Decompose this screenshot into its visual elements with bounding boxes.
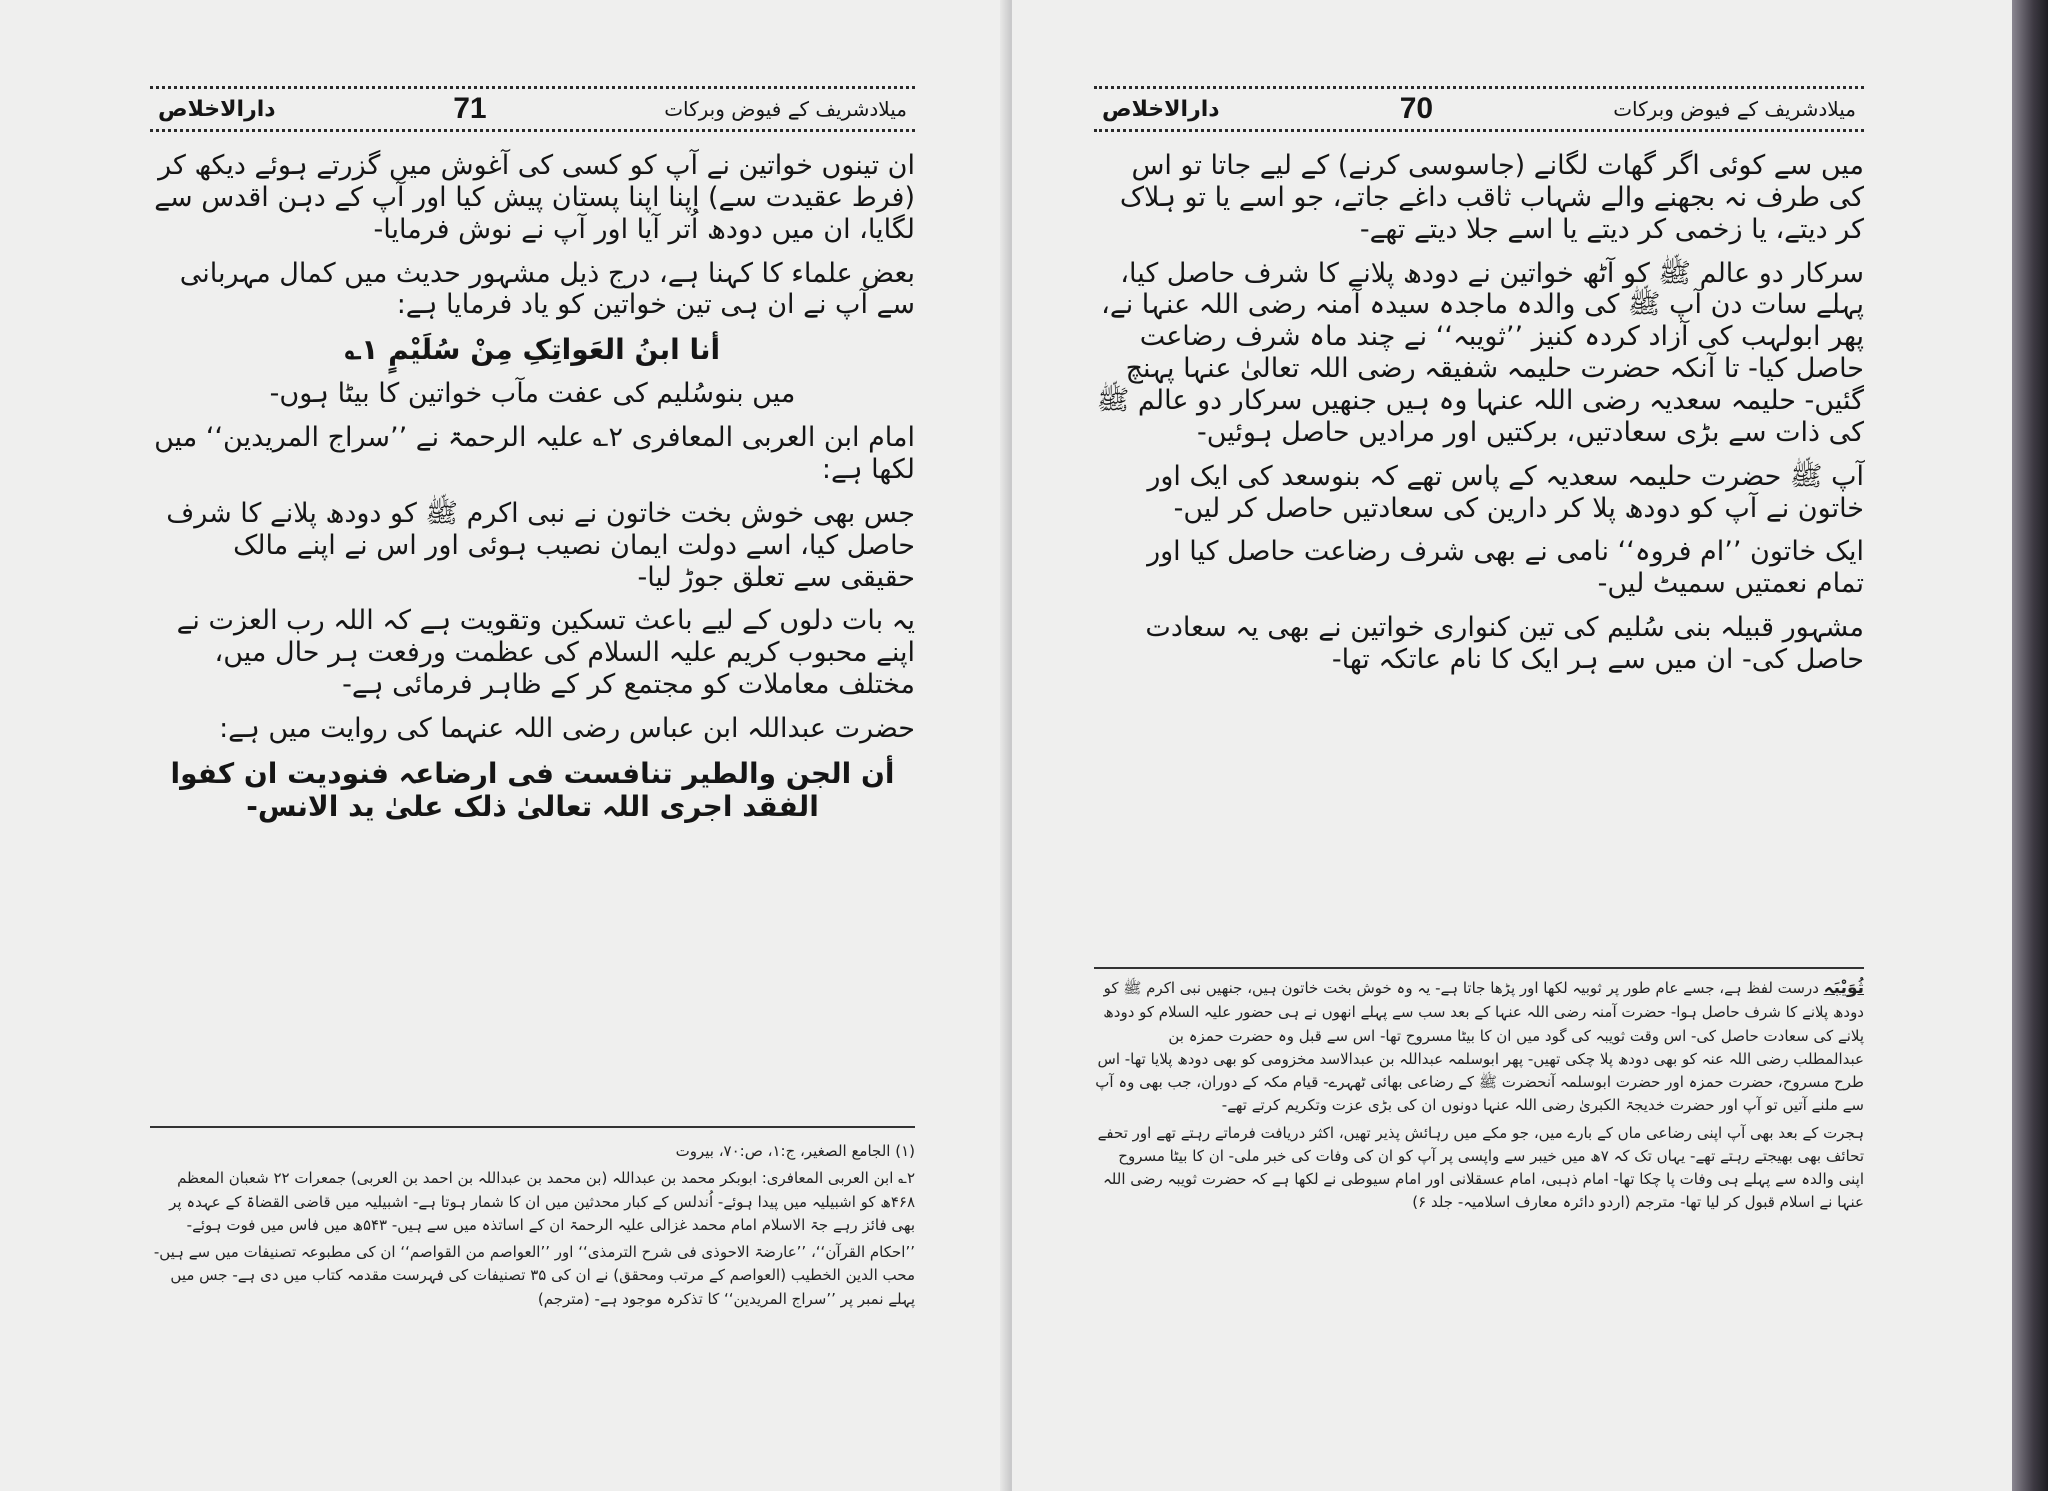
page-header [1094, 86, 1864, 132]
header-title: میلادشریف کے فیوض وبرکات [1613, 97, 1856, 121]
footnote-term: ثُوَیْبَہ [1823, 978, 1864, 998]
footnotes [150, 1140, 915, 1315]
footnote: (۱) الجامع الصغیر، ج:۱، ص:۷۰، بیروت [675, 1142, 915, 1160]
paragraph: ان تینوں خواتین نے آپ کو کسی کی آغوش میں گزرتے ہوئے دیکھ کر (فرط عقیدت سے) اپنا اپنا پستان پیش کیا اور آپ کے دہن اقدس سے لگایا، ان میں دودھ اُتر آیا اور آپ نے نوش فرمایا- [154, 150, 915, 245]
footnote: ہجرت کے بعد بھی آپ اپنی رضاعی ماں کے بارے میں، جو مکے میں رہائش پذیر تھیں، اکثر دریافت فرماتے رہتے تھے اور تحفے تحائف بھی بھیجتے رہتے تھے- یہاں تک کہ ۷ھ میں خیبر سے واپسی پر آپ کو ان کی وفات کی خبر ملی- ان کا بیٹا مسروح اپنی والدہ سے پہلے ہی وفات پا چکا تھا- امام ذہبی، امام عسقلانی اور امام سیوطی نے لکھا ہے کہ حضرت ثویبہ رضی اللہ عنہا نے اسلام قبول کر لیا تھا- مترجم (اردو دائرہ معارف اسلامیہ- جلد ۶) [1097, 1123, 1864, 1212]
paragraph: آپ ﷺ حضرت حلیمہ سعدیہ کے پاس تھے کہ بنوسعد کی ایک اور خاتون نے آپ کو دودھ پلا کر دارین کی سعادتیں حاصل کر لیں- [1147, 460, 1864, 524]
right-page [1012, 0, 2012, 1491]
page-body [1094, 150, 1864, 688]
paragraph: امام ابن العربی المعافری ۲؎ علیہ الرحمۃ نے ’’سراج المریدین‘‘ میں لکھا ہے: [154, 422, 915, 486]
header-title: میلادشریف کے فیوض وبرکات [664, 97, 907, 121]
header-publisher: دارالاخلاص [158, 96, 276, 122]
footnote-divider [150, 1126, 915, 1128]
hadith-arabic: أنا ابنُ العَواتِکِ مِنْ سُلَیْمٍ ۱؎ [344, 333, 721, 367]
header-publisher: دارالاخلاص [1102, 96, 1220, 122]
paragraph: بعض علماء کا کہنا ہے، درج ذیل مشہور حدیث میں کمال مہربانی سے آپ نے ان ہی تین خواتین کو یاد فرمایا ہے: [179, 257, 915, 321]
paragraph: حضرت عبداللہ ابن عباس رضی اللہ عنہما کی روایت میں ہے: [219, 713, 915, 745]
footnote: ’’احکام القرآن‘‘، ’’عارضۃ الاحوذی فی شرح الترمذی‘‘ اور ’’العواصم من القواصم‘‘ ان کی مطبوعہ تصنیفات میں سے ہیں- محب الدین الخطیب (العواصم کے مرتب ومحقق) نے ان کی ۳۵ تصنیفات کی فہرست مقدمہ کتاب میں دی ہے- جس میں پہلے نمبر پر ’’سراج المریدین‘‘ کا تذکرہ موجود ہے- (مترجم) [153, 1243, 915, 1308]
footnotes [1094, 975, 1864, 1219]
hadith-translation: میں بنوسُلیم کی عفت مآب خواتین کا بیٹا ہوں- [269, 378, 796, 410]
paragraph: جس بھی خوش بخت خاتون نے نبی اکرم ﷺ کو دودھ پلانے کا شرف حاصل کیا، اسے دولت ایمان نصیب ہوئی اور اس نے اپنے مالک حقیقی سے تعلق جوڑ لیا- [166, 497, 915, 593]
footnote: ۲؎ ابن العربی المعافری: ابوبکر محمد بن عبداللہ (بن محمد بن عبداللہ بن احمد بن العربی) جمعرات ۲۲ شعبان المعظم ۴۶۸ھ کو اشبیلیہ میں پیدا ہوئے- اُندلس کے کبار محدثین میں ان کا شمار ہوتا ہے- اشبیلیہ میں قاضی القضاۃ کے عہدہ پر بھی فائز رہے جۃ الاسلام امام محمد غزالی علیہ الرحمۃ ان کے اساتذہ میں سے ہیں- ۵۴۳ھ میں فاس میں فوت ہوئے- [169, 1169, 915, 1234]
paragraph: یہ بات دلوں کے لیے باعث تسکین وتقویت ہے کہ اللہ رب العزت نے اپنے محبوب کریم علیہ السلام کی عظمت ورفعت ہر حال میں، مختلف معاملات کو مجتمع کر کے ظاہر فرمائی ہے- [176, 605, 915, 701]
footnote [1094, 975, 1864, 1118]
page-number: 71 [453, 92, 487, 125]
page-number: 70 [1399, 92, 1434, 125]
page-body [150, 150, 915, 835]
paragraph: ایک خاتون ’’ام فروہ‘‘ نامی نے بھی شرف رضاعت حاصل کیا اور تمام نعمتیں سمیٹ لیں- [1147, 536, 1864, 600]
paragraph: مشہور قبیلہ بنی سُلیم کی تین کنواری خواتین نے بھی یہ سعادت حاصل کی- ان میں سے ہر ایک کا نام عاتکہ تھا- [1145, 612, 1864, 676]
left-page [0, 0, 1010, 1491]
arabic-quote: أن الجن والطیر تنافست فی ارضاعہ فنودیت ان کفوا الفقد اجری اللہ تعالیٰ ذلک علیٰ ید الانس- [170, 756, 895, 823]
paragraph: میں سے کوئی اگر گھات لگانے (جاسوسی کرنے) کے لیے جاتا تو اس کی طرف نہ بجھنے والے شہاب ثاقب داغے جاتے، جو اسے یا تو ہلاک کر دیتے، یا زخمی کر دیتے یا اسے جلا دیتے تھے- [1119, 150, 1864, 245]
footnote-text: درست لفظ ہے، جسے عام طور پر ثوبیہ لکھا اور پڑھا جاتا ہے- یہ وہ خوش بخت خاتون ہیں، جنھیں نبی اکرم ﷺ کو دودھ پلانے کا شرف حاصل ہوا- حضرت آمنہ رضی اللہ عنہا کے بعد سب سے پہلے انھوں نے ہی حضور علیہ السلام کو دودھ پلانے کی سعادت حاصل کی- اس وقت ثویبہ کی گود میں ان کا بیٹا مسروح تھا- اس سے قبل وہ حضرت حمزہ بن عبدالمطلب رضی اللہ عنہ کو بھی دودھ پلا چکی تھیں- پھر ابوسلمہ عبداللہ بن عبدالاسد مخزومی کو بھی دودھ پلایا تھا- اس طرح مسروح، حضرت حمزہ اور حضرت ابوسلمہ آنحضرت ﷺ کے رضاعی بھائی ٹھہرے- قیام مکہ کے دوران، جب بھی وہ آپ سے ملنے آتیں تو آپ اور حضرت خدیجۃ الکبریٰ رضی اللہ عنہا دونوں ان کی بڑی عزت وتکریم کرتے تھے- [1095, 979, 1864, 1115]
paragraph: سرکار دو عالم ﷺ کو آٹھ خواتین نے دودھ پلانے کا شرف حاصل کیا، پہلے سات دن آپ ﷺ کی والدہ ماجدہ سیدہ آمنہ رضی اللہ عنہا نے، پھر ابولہب کی آزاد کردہ کنیز ’’ثویبہ‘‘ نے چند ماہ شرف رضاعت حاصل کیا- تا آنکہ حضرت حلیمہ شفیقہ رضی اللہ تعالیٰ عنہا پہنچ گئیں- حلیمہ سعدیہ رضی اللہ عنہا وہ ہیں جنھیں سرکار دو عالم ﷺ کی ذات سے بڑی سعادتیں، برکتیں اور مرادیں حاصل ہوئیں- [1096, 257, 1864, 448]
footnote-divider [1094, 967, 1864, 969]
page-header [150, 86, 915, 132]
book-cover-edge [2012, 0, 2048, 1491]
